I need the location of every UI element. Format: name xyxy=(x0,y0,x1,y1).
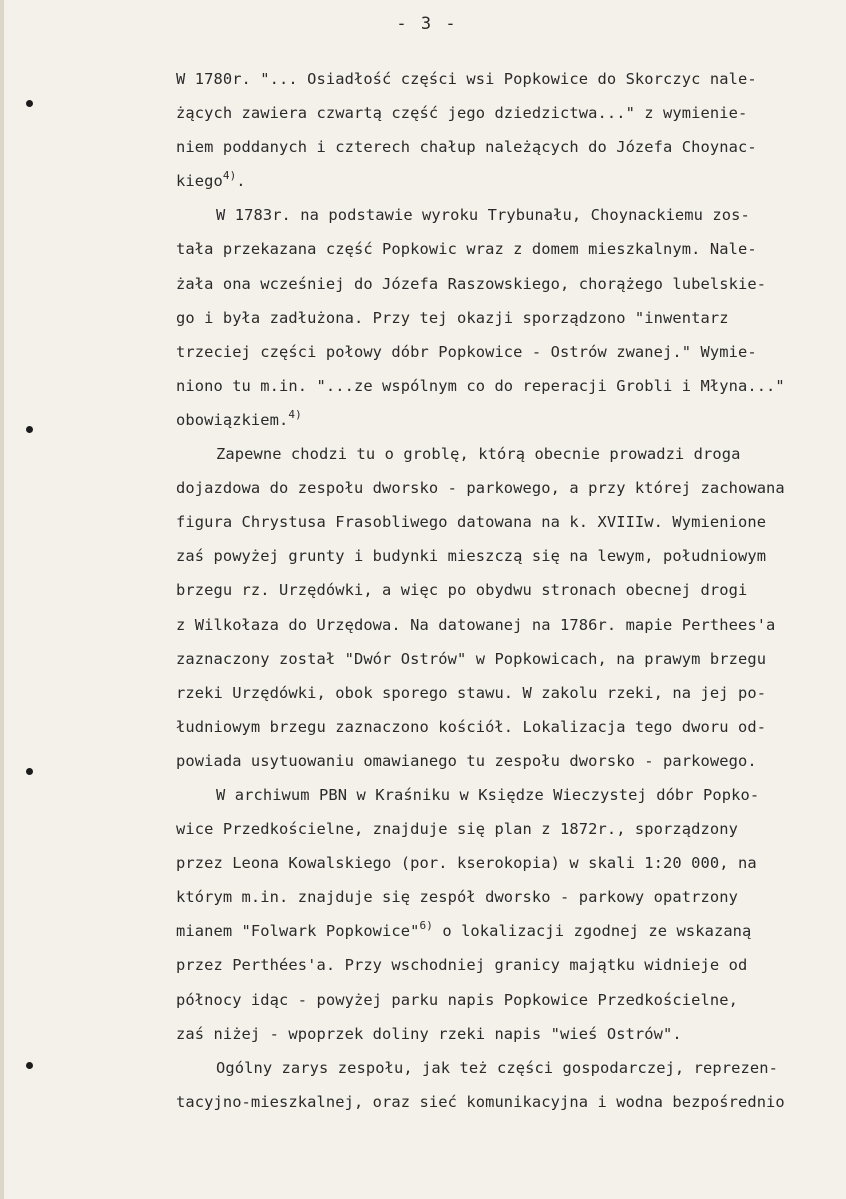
line-text: żała ona wcześniej do Józefa Raszowskiego, chorążego lubelskie- xyxy=(176,274,767,293)
line-text: przez Leona Kowalskiego (por. kserokopia) w skali 1:20 000, na xyxy=(176,854,757,873)
text-line xyxy=(176,1051,836,1085)
text-line xyxy=(176,1085,836,1119)
line-text: niono tu m.in. "...ze wspólnym co do reperacji Grobli i Młyna..." xyxy=(176,376,785,395)
line-text: trzeciej części połowy dóbr Popkowice - Ostrów zwanej." Wymie- xyxy=(176,342,757,361)
text-line xyxy=(176,1017,836,1051)
line-text: obowiązkiem. xyxy=(176,410,289,429)
text-line xyxy=(176,96,836,130)
line-text: dojazdowa do zespołu dworsko - parkowego, a przy której zachowana xyxy=(176,479,785,498)
text-line xyxy=(176,573,836,607)
line-text: go i była zadłużona. Przy tej okazji sporządzono "inwentarz xyxy=(176,308,729,327)
line-text-tail: o lokalizacji zgodnej ze wskazaną xyxy=(432,922,752,941)
text-line xyxy=(176,676,836,710)
line-text: rzeki Urzędówki, obok sporego stawu. W zakolu rzeki, na jej po- xyxy=(176,683,767,702)
text-line xyxy=(176,335,836,369)
text-line xyxy=(176,301,836,335)
line-text: północy idąc - powyżej parku napis Popkowice Przedkościelne, xyxy=(176,990,738,1009)
text-line xyxy=(176,983,836,1017)
line-text: tała przekazana część Popkowic wraz z domem mieszkalnym. Nale- xyxy=(176,240,757,259)
text-line xyxy=(176,608,836,642)
text-line xyxy=(176,710,836,744)
text-line xyxy=(176,437,836,471)
text-line xyxy=(176,812,836,846)
line-text: zaś niżej - wpoprzek doliny rzeki napis "wieś Ostrów". xyxy=(176,1024,682,1043)
footnote-reference: 4) xyxy=(288,407,302,421)
text-line xyxy=(176,744,836,778)
line-text: kiego xyxy=(176,172,223,191)
line-text: tacyjno-mieszkalnej, oraz sieć komunikacyjna i wodna bezpośrednio xyxy=(176,1092,785,1111)
line-text: niem poddanych i czterech chałup należących do Józefa Choynac- xyxy=(176,138,757,157)
line-text: którym m.in. znajduje się zespół dworsko - parkowy opatrzony xyxy=(176,888,738,907)
page-number: - 3 - xyxy=(396,14,458,34)
binder-hole-mark xyxy=(26,768,33,775)
text-line xyxy=(176,642,836,676)
text-line xyxy=(176,880,836,914)
text-line xyxy=(176,369,836,403)
text-line xyxy=(176,778,836,812)
text-line xyxy=(176,914,836,948)
line-text: zaznaczony został "Dwór Ostrów" w Popkowicach, na prawym brzegu xyxy=(176,649,767,668)
line-text: mianem "Folwark Popkowice" xyxy=(176,922,420,941)
line-text: powiada usytuowaniu omawianego tu zespołu dworsko - parkowego. xyxy=(176,751,757,770)
text-line xyxy=(176,130,836,164)
line-text: W 1783r. na podstawie wyroku Trybunału, Choynackiemu zos- xyxy=(216,206,750,225)
footnote-reference: 4) xyxy=(222,169,237,183)
line-text: zaś powyżej grunty i budynki mieszczą się na lewym, południowym xyxy=(176,547,767,566)
line-text: łudniowym brzegu zaznaczono kościół. Lokalizacja tego dworu od- xyxy=(176,717,767,736)
text-line xyxy=(176,232,836,266)
text-line xyxy=(176,471,836,505)
text-line xyxy=(176,62,836,96)
text-line xyxy=(176,948,836,982)
footnote-reference: 6) xyxy=(419,919,433,933)
line-text: W 1780r. "... Osiadłość części wsi Popkowice do Skorczyc nale- xyxy=(176,70,757,88)
text-line xyxy=(176,846,836,880)
line-text: z Wilkołaza do Urzędowa. Na datowanej na 1786r. mapie Perthees'a xyxy=(176,615,776,634)
line-text: przez Perthées'a. Przy wschodniej granicy majątku widnieje od xyxy=(176,956,748,975)
line-text: wice Przedkościelne, znajduje się plan z 1872r., sporządzony xyxy=(176,820,738,839)
text-line xyxy=(176,164,836,198)
line-text-tail: . xyxy=(236,172,246,191)
line-text: brzegu rz. Urzędówki, a więc po obydwu stronach obecnej drogi xyxy=(176,581,748,600)
text-line xyxy=(176,403,836,437)
line-text: figura Chrystusa Frasobliwego datowana na k. XVIIIw. Wymienione xyxy=(176,513,767,532)
line-text: W archiwum PBN w Kraśniku w Księdze Wieczystej dóbr Popko- xyxy=(216,785,760,804)
binder-hole-mark xyxy=(26,1062,33,1069)
body-text xyxy=(176,62,836,1119)
binder-hole-mark xyxy=(26,426,33,433)
binder-hole-mark xyxy=(26,100,33,107)
line-text: Zapewne chodzi tu o groblę, którą obecnie prowadzi droga xyxy=(216,445,741,464)
text-line xyxy=(176,505,836,539)
text-line xyxy=(176,198,836,232)
line-text: żących zawiera czwartą część jego dziedzictwa..." z wymienie- xyxy=(176,104,748,123)
line-text: Ogólny zarys zespołu, jak też części gospodarczej, reprezen- xyxy=(216,1058,778,1077)
text-line xyxy=(176,267,836,301)
text-line xyxy=(176,539,836,573)
